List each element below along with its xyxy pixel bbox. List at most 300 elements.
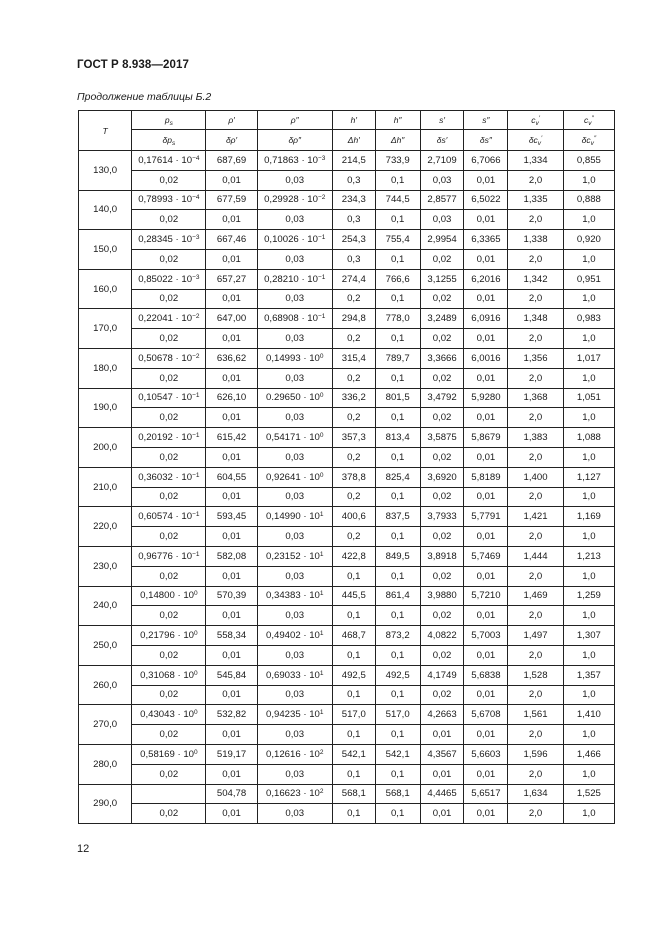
cell-rho-liquid: 519,17 [206,744,257,764]
table-row [79,665,615,685]
cell-uncertainty: 0,02 [420,685,464,705]
cell-rho-vapor: $0,16623 \cdot 10^2$ [257,784,332,804]
cell-uncertainty: 0,01 [420,725,464,745]
cell-rho-liquid: 615,42 [206,428,257,448]
cell-uncertainty: 0,01 [206,566,257,586]
cell-pressure [132,784,206,804]
cell-rho-vapor: $0,68908 \cdot 10^{-1}$ [257,309,332,329]
cell-h-liquid: 274,4 [332,269,375,289]
cell-s-vapor: 5,6708 [464,705,508,725]
cell-uncertainty: 1,0 [563,606,614,626]
cell-uncertainty: 0,1 [332,804,375,824]
cell-uncertainty: 0,01 [464,645,508,665]
cell-uncertainty: 0,01 [420,764,464,784]
table-row-uncertainty [79,249,615,269]
header-rho2: ρ″ [257,111,332,130]
cell-uncertainty: 0,02 [420,368,464,388]
cell-uncertainty: 0,03 [257,249,332,269]
cell-s-liquid: 4,3567 [420,744,464,764]
cell-h-liquid: 492,5 [332,665,375,685]
cell-uncertainty: 0,02 [420,329,464,349]
cell-temperature: 180,0 [79,348,132,388]
cell-h-liquid: 422,8 [332,546,375,566]
cell-s-vapor: 6,3365 [464,230,508,250]
cell-uncertainty: 2,0 [508,527,563,547]
cell-pressure: $0,43043 \cdot 10^0$ [132,705,206,725]
cell-temperature: 190,0 [79,388,132,428]
cell-h-vapor: 873,2 [375,626,420,646]
cell-cv-vapor: 1,213 [563,546,614,566]
cell-uncertainty: 0,1 [375,527,420,547]
cell-uncertainty: 1,0 [563,725,614,745]
cell-temperature: 260,0 [79,665,132,705]
cell-uncertainty: 2,0 [508,804,563,824]
cell-uncertainty: 0,01 [206,329,257,349]
cell-uncertainty: 0,01 [464,249,508,269]
cell-rho-liquid: 570,39 [206,586,257,606]
cell-temperature: 270,0 [79,705,132,745]
cell-uncertainty: 1,0 [563,329,614,349]
cell-uncertainty: 0,02 [132,289,206,309]
cell-uncertainty: 1,0 [563,210,614,230]
header-dcv2: $\delta c_v''$ [563,130,614,151]
cell-temperature: 130,0 [79,151,132,191]
cell-uncertainty: 1,0 [563,685,614,705]
cell-h-vapor: 517,0 [375,705,420,725]
cell-uncertainty: 0,1 [375,606,420,626]
cell-uncertainty: 0,02 [132,447,206,467]
header-ds2: δs″ [464,130,508,151]
cell-uncertainty: 0,02 [132,685,206,705]
cell-uncertainty: 0,01 [464,764,508,784]
cell-s-liquid: 2,9954 [420,230,464,250]
cell-h-liquid: 400,6 [332,507,375,527]
cell-uncertainty: 0,01 [464,606,508,626]
cell-rho-vapor: $0,14990 \cdot 10^1$ [257,507,332,527]
table-row [79,467,615,487]
cell-uncertainty: 0,01 [206,487,257,507]
cell-uncertainty: 0,01 [206,210,257,230]
table-row-uncertainty [79,447,615,467]
cell-pressure: $0,60574 \cdot 10^{-1}$ [132,507,206,527]
cell-cv-liquid: 1,528 [508,665,563,685]
cell-uncertainty: 0,03 [257,804,332,824]
cell-uncertainty: 1,0 [563,368,614,388]
header-cv2: $c_v''$ [563,111,614,130]
cell-uncertainty: 2,0 [508,368,563,388]
cell-h-liquid: 357,3 [332,428,375,448]
table-row-uncertainty [79,566,615,586]
cell-uncertainty: 0,01 [464,487,508,507]
cell-h-liquid: 234,3 [332,190,375,210]
table-row [79,348,615,368]
cell-rho-liquid: 582,08 [206,546,257,566]
cell-s-vapor: 5,6603 [464,744,508,764]
table-row-uncertainty [79,368,615,388]
cell-uncertainty: 0,03 [257,170,332,190]
cell-h-liquid: 378,8 [332,467,375,487]
cell-uncertainty: 0,3 [332,210,375,230]
cell-s-liquid: 4,4465 [420,784,464,804]
cell-uncertainty: 0,02 [420,566,464,586]
table-row [79,230,615,250]
cell-h-liquid: 315,4 [332,348,375,368]
cell-h-vapor: 733,9 [375,151,420,171]
table-row [79,309,615,329]
table-row [79,784,615,804]
cell-h-vapor: 766,6 [375,269,420,289]
header-T: T [79,111,132,151]
cell-uncertainty: 2,0 [508,408,563,428]
cell-uncertainty: 0,02 [420,527,464,547]
cell-uncertainty: 0,2 [332,487,375,507]
cell-s-liquid: 2,7109 [420,151,464,171]
cell-h-vapor: 837,5 [375,507,420,527]
cell-rho-vapor: $0,10026 \cdot 10^{-1}$ [257,230,332,250]
cell-cv-vapor: 1,088 [563,428,614,448]
cell-uncertainty: 0,02 [420,408,464,428]
cell-h-liquid: 468,7 [332,626,375,646]
cell-uncertainty: 0,1 [375,210,420,230]
cell-uncertainty: 0,01 [464,289,508,309]
cell-uncertainty: 2,0 [508,170,563,190]
cell-uncertainty: 0,03 [257,447,332,467]
cell-uncertainty: 0,2 [332,447,375,467]
cell-pressure: $0,50678 \cdot 10^{-2}$ [132,348,206,368]
cell-s-liquid: 2,8577 [420,190,464,210]
table-row [79,190,615,210]
cell-s-liquid: 3,3666 [420,348,464,368]
cell-s-vapor: 6,0916 [464,309,508,329]
cell-rho-vapor: $0,92641 \cdot 10^0$ [257,467,332,487]
document-title: ГОСТ Р 8.938—2017 [77,59,189,71]
cell-s-liquid: 3,5875 [420,428,464,448]
cell-s-vapor: 6,0016 [464,348,508,368]
cell-uncertainty: 0,02 [132,764,206,784]
cell-uncertainty: 0,1 [375,289,420,309]
cell-cv-liquid: 1,335 [508,190,563,210]
cell-h-vapor: 813,4 [375,428,420,448]
cell-uncertainty: 0,02 [132,210,206,230]
cell-rho-liquid: 636,62 [206,348,257,368]
table-row [79,626,615,646]
cell-uncertainty: 0,01 [206,249,257,269]
cell-uncertainty: 0,02 [132,368,206,388]
cell-uncertainty: 0,1 [375,566,420,586]
cell-uncertainty: 0,1 [332,606,375,626]
cell-pressure: $0,85022 \cdot 10^{-3}$ [132,269,206,289]
cell-h-vapor: 492,5 [375,665,420,685]
cell-uncertainty: 0,1 [332,764,375,784]
cell-rho-liquid: 558,34 [206,626,257,646]
cell-s-vapor: 6,7066 [464,151,508,171]
table-row-uncertainty [79,645,615,665]
cell-rho-liquid: 626,10 [206,388,257,408]
cell-uncertainty: 0,03 [257,566,332,586]
cell-uncertainty: 0,03 [257,289,332,309]
cell-uncertainty: 0,2 [332,289,375,309]
cell-cv-vapor: 0,983 [563,309,614,329]
cell-s-liquid: 3,2489 [420,309,464,329]
cell-cv-vapor: 1,357 [563,665,614,685]
data-table [78,110,615,824]
cell-uncertainty: 0,02 [132,606,206,626]
cell-rho-liquid: 593,45 [206,507,257,527]
page-number: 12 [77,843,90,855]
cell-pressure: $0,78993 \cdot 10^{-4}$ [132,190,206,210]
table-row [79,388,615,408]
cell-pressure: $0,22041 \cdot 10^{-2}$ [132,309,206,329]
cell-s-liquid: 3,6920 [420,467,464,487]
cell-uncertainty: 0,01 [206,606,257,626]
cell-uncertainty: 0,02 [132,645,206,665]
cell-uncertainty: 0,01 [206,804,257,824]
cell-uncertainty: 0,01 [206,725,257,745]
cell-uncertainty: 0,02 [132,725,206,745]
cell-cv-vapor: 1,410 [563,705,614,725]
cell-rho-vapor: $0,34383 \cdot 10^1$ [257,586,332,606]
cell-uncertainty: 2,0 [508,289,563,309]
header-dh1: Δh′ [332,130,375,151]
cell-uncertainty: 0,1 [375,368,420,388]
cell-uncertainty: 0,03 [420,170,464,190]
cell-cv-liquid: 1,561 [508,705,563,725]
cell-rho-liquid: 532,82 [206,705,257,725]
cell-uncertainty: 0,02 [420,645,464,665]
cell-h-vapor: 861,4 [375,586,420,606]
cell-cv-vapor: 1,525 [563,784,614,804]
cell-uncertainty: 2,0 [508,645,563,665]
cell-s-vapor: 5,8679 [464,428,508,448]
cell-h-vapor: 789,7 [375,348,420,368]
cell-temperature: 280,0 [79,744,132,784]
table-row [79,428,615,448]
cell-s-vapor: 5,6517 [464,784,508,804]
cell-cv-vapor: 0,951 [563,269,614,289]
cell-h-vapor: 825,4 [375,467,420,487]
cell-uncertainty: 0,03 [257,329,332,349]
cell-cv-liquid: 1,400 [508,467,563,487]
cell-uncertainty: 0,1 [375,408,420,428]
cell-h-vapor: 801,5 [375,388,420,408]
cell-uncertainty: 0,01 [464,408,508,428]
cell-uncertainty: 0,1 [332,566,375,586]
cell-pressure: $0,36032 \cdot 10^{-1}$ [132,467,206,487]
cell-cv-liquid: 1,444 [508,546,563,566]
cell-rho-liquid: 604,55 [206,467,257,487]
cell-uncertainty: 0,02 [132,329,206,349]
cell-pressure: $0,20192 \cdot 10^{-1}$ [132,428,206,448]
cell-uncertainty: 0,02 [132,487,206,507]
cell-cv-vapor: 1,017 [563,348,614,368]
header-h2: h″ [375,111,420,130]
cell-s-vapor: 5,7003 [464,626,508,646]
cell-rho-liquid: 504,78 [206,784,257,804]
cell-uncertainty: 0,01 [464,566,508,586]
cell-uncertainty: 0,03 [257,527,332,547]
cell-uncertainty: 1,0 [563,527,614,547]
cell-uncertainty: 0,01 [206,289,257,309]
table-body [79,151,615,824]
cell-uncertainty: 0,1 [375,249,420,269]
cell-uncertainty: 0,02 [132,170,206,190]
cell-temperature: 290,0 [79,784,132,824]
cell-uncertainty: 0,02 [132,527,206,547]
table-row [79,546,615,566]
cell-uncertainty: 0,3 [332,249,375,269]
cell-h-liquid: 336,2 [332,388,375,408]
cell-rho-vapor: $0.29650 \cdot 10^0$ [257,388,332,408]
cell-temperature: 230,0 [79,546,132,586]
cell-rho-vapor: $0,12616 \cdot 10^2$ [257,744,332,764]
cell-rho-vapor: $0,71863 \cdot 10^{-3}$ [257,151,332,171]
cell-h-vapor: 744,5 [375,190,420,210]
cell-uncertainty: 0,1 [332,645,375,665]
cell-uncertainty: 0,02 [420,447,464,467]
header-drho1: δρ′ [206,130,257,151]
cell-h-liquid: 294,8 [332,309,375,329]
cell-cv-liquid: 1,421 [508,507,563,527]
cell-s-liquid: 3,8918 [420,546,464,566]
cell-uncertainty: 0,1 [375,447,420,467]
cell-uncertainty: 0,01 [464,725,508,745]
cell-cv-liquid: 1,342 [508,269,563,289]
table-row [79,151,615,171]
cell-cv-liquid: 1,338 [508,230,563,250]
cell-uncertainty: 0,01 [206,447,257,467]
table-row-uncertainty [79,725,615,745]
cell-uncertainty: 0,1 [332,685,375,705]
cell-h-vapor: 568,1 [375,784,420,804]
cell-h-liquid: 542,1 [332,744,375,764]
cell-rho-liquid: 657,27 [206,269,257,289]
cell-uncertainty: 0,2 [332,527,375,547]
cell-cv-vapor: 1,127 [563,467,614,487]
cell-rho-vapor: $0,54171 \cdot 10^0$ [257,428,332,448]
table-row [79,744,615,764]
cell-uncertainty: 0,03 [257,606,332,626]
cell-uncertainty: 0,1 [375,804,420,824]
header-dp: $\delta p_s$ [132,130,206,151]
cell-cv-liquid: 1,368 [508,388,563,408]
cell-uncertainty: 2,0 [508,487,563,507]
cell-cv-vapor: 1,466 [563,744,614,764]
cell-uncertainty: 2,0 [508,566,563,586]
cell-uncertainty: 0,02 [420,487,464,507]
cell-s-vapor: 5,7210 [464,586,508,606]
cell-uncertainty: 2,0 [508,210,563,230]
cell-uncertainty: 1,0 [563,249,614,269]
cell-uncertainty: 0,03 [257,368,332,388]
table-row-uncertainty [79,764,615,784]
table-row [79,507,615,527]
cell-uncertainty: 0,2 [332,329,375,349]
cell-uncertainty: 0,03 [257,764,332,784]
cell-pressure: $0,28345 \cdot 10^{-3}$ [132,230,206,250]
cell-uncertainty: 0,02 [420,249,464,269]
cell-temperature: 140,0 [79,190,132,230]
cell-pressure: $0,21796 \cdot 10^0$ [132,626,206,646]
cell-uncertainty: 0,01 [464,170,508,190]
table-row-uncertainty [79,210,615,230]
cell-s-vapor: 6,5022 [464,190,508,210]
cell-rho-liquid: 687,69 [206,151,257,171]
cell-uncertainty: 0,01 [206,170,257,190]
cell-temperature: 240,0 [79,586,132,626]
cell-temperature: 220,0 [79,507,132,547]
cell-s-liquid: 3,1255 [420,269,464,289]
cell-rho-liquid: 667,46 [206,230,257,250]
cell-uncertainty: 0,01 [464,329,508,349]
cell-rho-vapor: $0,69033 \cdot 10^1$ [257,665,332,685]
cell-uncertainty: 0,01 [206,685,257,705]
cell-uncertainty: 0,01 [206,764,257,784]
cell-uncertainty: 1,0 [563,645,614,665]
cell-rho-vapor: $0,94235 \cdot 10^1$ [257,705,332,725]
cell-uncertainty: 2,0 [508,764,563,784]
cell-uncertainty: 0,01 [420,804,464,824]
cell-uncertainty: 0,01 [206,645,257,665]
cell-h-liquid: 254,3 [332,230,375,250]
cell-uncertainty: 0,1 [375,487,420,507]
cell-uncertainty: 0,02 [420,606,464,626]
table-row-uncertainty [79,685,615,705]
table-row-uncertainty [79,170,615,190]
cell-uncertainty: 0,03 [257,685,332,705]
cell-uncertainty: 2,0 [508,606,563,626]
cell-h-vapor: 778,0 [375,309,420,329]
table-row-uncertainty [79,408,615,428]
cell-cv-liquid: 1,348 [508,309,563,329]
cell-rho-liquid: 545,84 [206,665,257,685]
cell-h-vapor: 542,1 [375,744,420,764]
cell-uncertainty: 0,03 [257,210,332,230]
cell-cv-vapor: 1,051 [563,388,614,408]
cell-s-liquid: 4,2663 [420,705,464,725]
cell-s-liquid: 3,4792 [420,388,464,408]
cell-rho-vapor: $0,14993 \cdot 10^0$ [257,348,332,368]
cell-uncertainty: 2,0 [508,447,563,467]
cell-cv-liquid: 1,334 [508,151,563,171]
cell-uncertainty: 0,1 [375,764,420,784]
cell-uncertainty: 0,1 [332,725,375,745]
cell-uncertainty: 1,0 [563,408,614,428]
table-row-uncertainty [79,487,615,507]
cell-uncertainty: 1,0 [563,487,614,507]
cell-uncertainty: 1,0 [563,289,614,309]
cell-cv-vapor: 0,855 [563,151,614,171]
cell-cv-liquid: 1,596 [508,744,563,764]
cell-uncertainty: 0,1 [375,645,420,665]
header-h1: h′ [332,111,375,130]
table-row-uncertainty [79,289,615,309]
cell-pressure: $0,17614 \cdot 10^{-4}$ [132,151,206,171]
cell-h-liquid: 214,5 [332,151,375,171]
cell-uncertainty: 0,1 [375,725,420,745]
cell-uncertainty: 2,0 [508,725,563,745]
cell-uncertainty: 1,0 [563,804,614,824]
cell-s-liquid: 4,0822 [420,626,464,646]
cell-s-vapor: 6,2016 [464,269,508,289]
cell-uncertainty: 0,1 [375,170,420,190]
cell-uncertainty: 0,01 [206,408,257,428]
cell-uncertainty: 0,01 [464,804,508,824]
cell-cv-liquid: 1,634 [508,784,563,804]
table-row [79,269,615,289]
cell-uncertainty: 1,0 [563,447,614,467]
header-rho1: ρ′ [206,111,257,130]
table-row [79,586,615,606]
